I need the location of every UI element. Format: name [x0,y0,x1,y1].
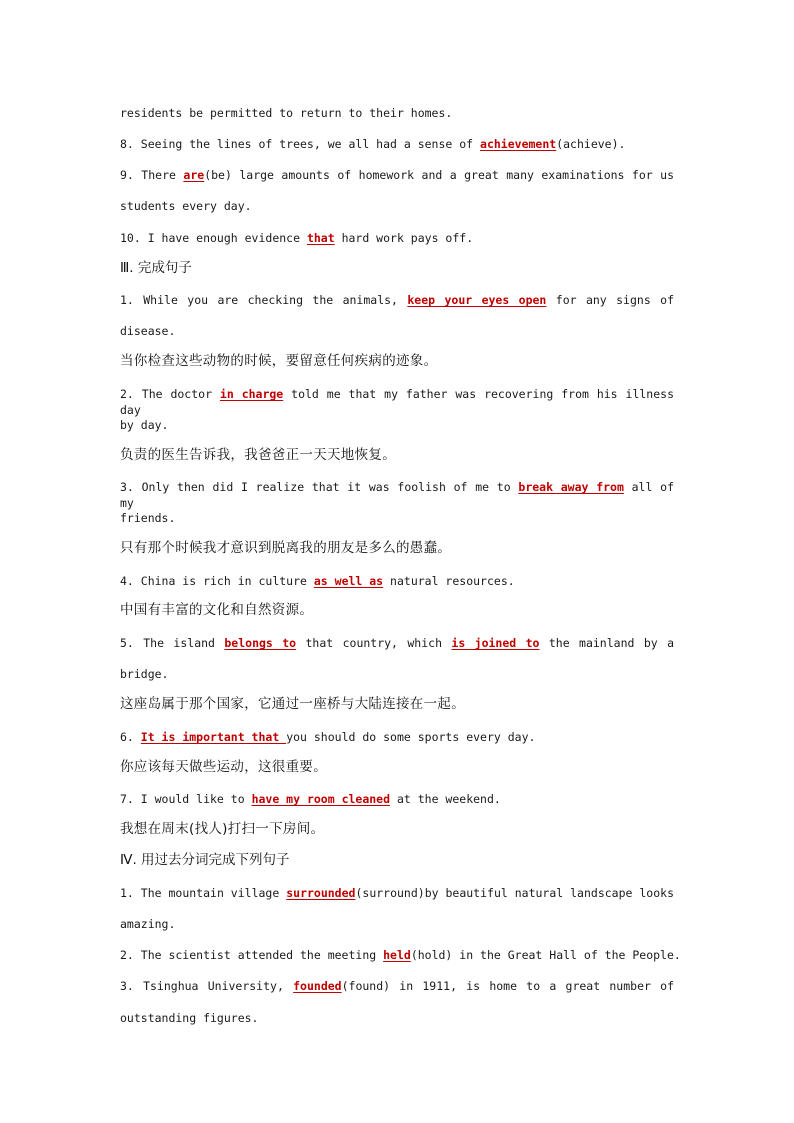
answer-blank: as well as [313,574,384,588]
text-segment: by day. [120,418,169,432]
text-segment: disease. [120,324,176,338]
answer-blank: break away from [518,480,624,494]
text-segment: students every day. [120,199,252,213]
translation-line [120,602,674,618]
answer-blank: founded [293,979,342,993]
answer-blank: It is important that [140,730,287,744]
sentence-item-5 [120,635,674,651]
text-segment: 3. Tsinghua University, [120,979,294,993]
translation-text: 只有那个时候我才意识到脱离我的朋友是多么的愚蠢。 [120,540,452,556]
text-segment: at the weekend. [390,792,501,806]
text-segment: natural resources. [383,574,515,588]
translation-text: 你应该每天做些运动，这很重要。 [120,759,327,775]
sentence-item-4 [120,573,674,589]
sentence-item-3 [120,479,674,511]
text-segment: (hold) in the Great Hall of the People. [410,948,681,962]
text-segment: you should do some sports every day. [286,730,536,744]
sentence-item-1 [120,292,674,308]
section-heading-4 [120,852,674,868]
exercise-item-8 [120,136,674,152]
text-segment: 3. Only then did I realize that it was foolish of me to [120,480,519,494]
text-line [120,105,674,121]
text-segment: 4. China is rich in culture [120,574,314,588]
translation-line [120,353,674,369]
text-segment: 10. I have enough evidence [120,231,307,245]
text-segment: 6. [120,730,141,744]
text-segment: for any signs of [546,293,674,307]
text-line [120,510,674,526]
translation-line [120,540,674,556]
translation-text: 负责的医生告诉我，我爸爸正一天天地恢复。 [120,447,396,463]
translation-line [120,821,674,837]
participle-item-1 [120,885,674,901]
answer-blank: are [183,168,205,182]
text-segment: 5. The island [120,636,225,650]
text-segment: told me that my father was recovering from his illness day [120,387,674,417]
text-segment: residents be permitted to return to their homes. [120,106,453,120]
heading-text: Ⅳ. 用过去分词完成下列句子 [120,852,290,868]
answer-blank: surrounded [286,886,356,900]
text-segment: bridge. [120,667,169,681]
answer-blank: achievement [480,137,557,151]
text-line [120,323,674,339]
text-segment: hard work pays off. [334,231,474,245]
text-segment: 2. The scientist attended the meeting [120,948,384,962]
text-segment: (achieve). [556,137,626,151]
translation-line [120,447,674,463]
answer-blank: is joined to [451,636,540,650]
text-segment: 9. There [120,168,184,182]
exercise-item-10 [120,230,674,246]
text-segment: (be) large amounts of homework and a great many examinations for us [204,168,675,182]
text-segment: (surround)by beautiful natural landscape looks [355,886,674,900]
translation-text: 当你检查这些动物的时候，要留意任何疾病的迹象。 [120,353,438,369]
participle-item-2 [120,947,681,963]
translation-text: 我想在周末(找人)打扫一下房间。 [120,821,325,837]
sentence-item-7 [120,791,674,807]
text-segment: friends. [120,511,176,525]
sentence-item-2 [120,386,674,418]
text-line [120,1010,674,1026]
participle-item-3 [120,978,674,994]
text-line [120,198,674,214]
text-segment: 2. The doctor [120,387,220,401]
translation-line [120,696,674,712]
text-line [120,666,674,682]
answer-blank: in charge [219,387,284,401]
text-segment: (found) in 1911, is home to a great number of [341,979,675,993]
text-segment: 1. While you are checking the animals, [120,293,408,307]
translation-line [120,759,674,775]
text-segment: that country, which [296,636,452,650]
text-line [120,916,674,932]
answer-blank: keep your eyes open [407,293,547,307]
text-segment: amazing. [120,917,176,931]
answer-blank: belongs to [224,636,297,650]
answer-blank: have my room cleaned [251,792,391,806]
text-segment: all of my [120,480,674,510]
translation-text: 中国有丰富的文化和自然资源。 [120,602,314,618]
answer-blank: held [383,948,411,962]
text-segment: 1. The mountain village [120,886,287,900]
answer-blank: that [306,231,335,245]
translation-text: 这座岛属于那个国家，它通过一座桥与大陆连接在一起。 [120,696,465,712]
sentence-item-6 [120,729,674,745]
exercise-item-9 [120,167,674,183]
heading-text: Ⅲ. 完成句子 [120,260,192,276]
text-segment: 7. I would like to [120,792,252,806]
text-segment: the mainland by a [539,636,674,650]
text-line [120,417,674,433]
text-segment: outstanding figures. [120,1011,259,1025]
text-segment: 8. Seeing the lines of trees, we all had a sense of [120,137,481,151]
section-heading-3 [120,260,674,276]
